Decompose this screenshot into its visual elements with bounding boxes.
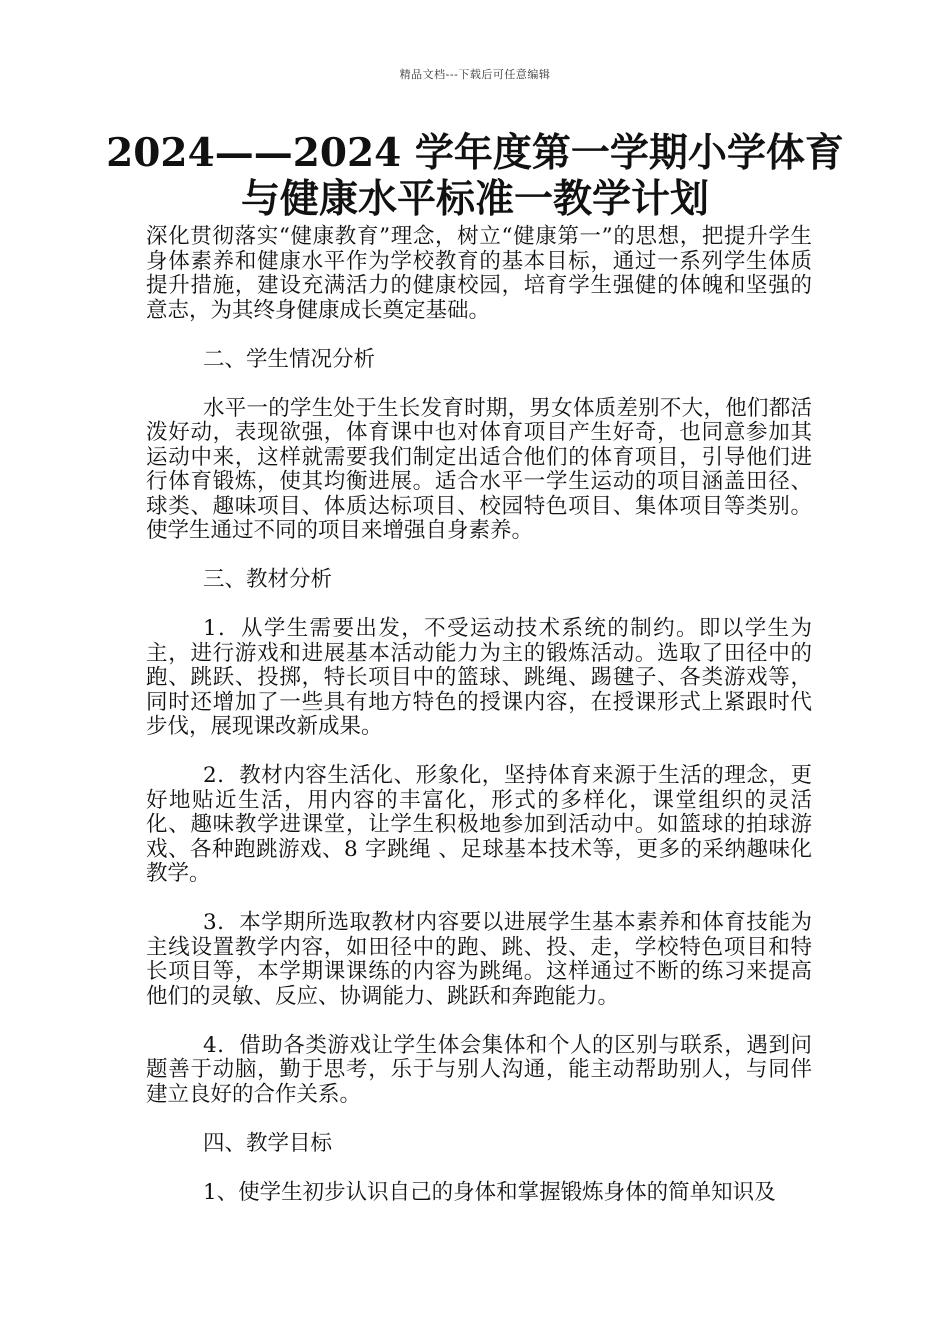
student-analysis-paragraph: 水平一的学生处于生长发育时期，男女体质差别不大，他们都活泼好动，表现欲强，体育课中也对体育项目产生好奇，也同意参加其运动中来，这样就需要我们制定出适合他们的体育项目，引导他们进行体育锻炼，使其均衡进展。适合水平一学生运动的项目涵盖田径、球类、趣味项目、体质达标项目、校园特色项目、集体项目等类别。使学生通过不同的项目来增强自身素养。: [146, 395, 812, 543]
material-point-3: 3．本学期所选取教材内容要以进展学生基本素养和体育技能为主线设置教学内容，如田径中的跑、跳、投、走，学校特色项目和特长项目等，本学期课课练的内容为跳绳。这样通过不断的练习来提高他们的灵敏、反应、协调能力、跳跃和奔跑能力。: [146, 910, 812, 1009]
document-title-line-2: 与健康水平标准一教学计划: [240, 176, 709, 222]
document-title-line-1: 2024——2024 学年度第一学期小学体育: [106, 130, 844, 176]
section-heading-student-analysis: 二、学生情况分析: [202, 346, 375, 372]
intro-paragraph: 深化贯彻落实“健康教育”理念，树立“健康第一”的思想，把提升学生身体素养和健康水平作为学校教育的基本目标，通过一系列学生体质提升措施，建设充满活力的健康校园，培育学生强健的体魄和坚强的意志，为其终身健康成长奠定基础。: [146, 224, 812, 323]
material-point-1: 1．从学生需要出发，不受运动技术系统的制约。即以学生为主，进行游戏和进展基本活动能力为主的锻炼活动。选取了田径中的跑、跳跃、投掷，特长项目中的篮球、跳绳、踢毽子、各类游戏等，同时还增加了一些具有地方特色的授课内容，在授课形式上紧跟时代步伐，展现课改新成果。: [146, 616, 812, 739]
teaching-goal-1: 1、使学生初步认识自己的身体和掌握锻炼身体的简单知识及: [202, 1179, 776, 1205]
material-point-2: 2．教材内容生活化、形象化，坚持体育来源于生活的理念，更好地贴近生活，用内容的丰富化，形式的多样化，课堂组织的灵活化、趣味教学进课堂，让学生积极地参加到活动中。如篮球的拍球游戏、各种跑跳游戏、8 字跳绳 、足球基本技术等，更多的采纳趣味化教学。: [146, 763, 812, 886]
header-note: 精品文档---下载后可任意编辑: [399, 68, 551, 81]
material-point-4: 4．借助各类游戏让学生体会集体和个人的区别与联系，遇到问题善于动脑，勤于思考，乐于与别人沟通，能主动帮助别人，与同伴建立良好的合作关系。: [146, 1032, 812, 1107]
document-body: [146, 225, 812, 1230]
section-heading-teaching-goals: 四、教学目标: [202, 1130, 332, 1156]
section-heading-material-analysis: 三、教材分析: [202, 567, 332, 592]
